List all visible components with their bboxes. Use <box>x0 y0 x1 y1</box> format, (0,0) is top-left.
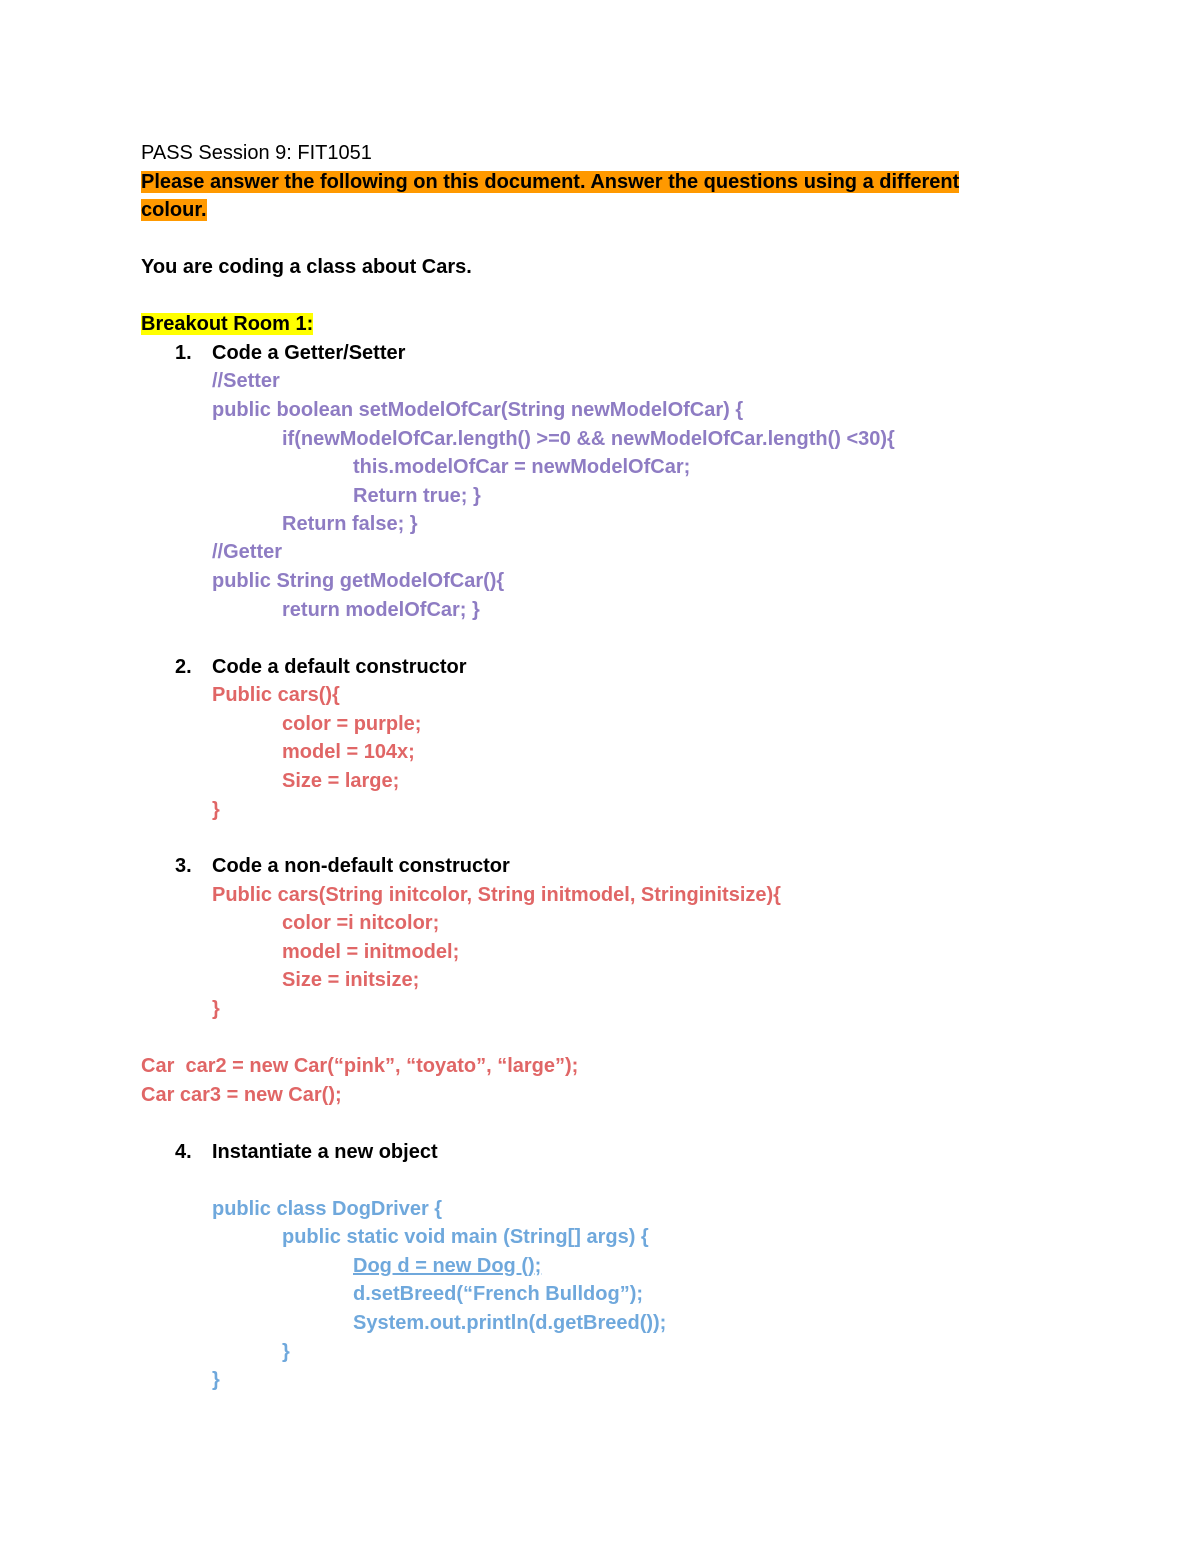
q3-label: Code a non-default constructor <box>212 855 510 877</box>
q3-code-line: } <box>212 998 220 1020</box>
q3-number: 3. <box>175 855 192 877</box>
q2-code-line: Size = large; <box>282 770 400 792</box>
q1-code-line: return modelOfCar; } <box>282 599 480 621</box>
q1-code-line: public String getModelOfCar(){ <box>212 570 505 592</box>
q4-code-line: d.setBreed(“French Bulldog”); <box>353 1283 644 1305</box>
q2-code-line: color = purple; <box>282 713 422 735</box>
q1-code-line: Return false; } <box>282 513 418 535</box>
q1-label: Code a Getter/Setter <box>212 342 406 364</box>
q2-number: 2. <box>175 656 192 678</box>
q4-number: 4. <box>175 1141 192 1163</box>
q3-code-line: model = initmodel; <box>282 941 460 963</box>
q4-code-line: public static void main (String[] args) { <box>282 1226 649 1248</box>
q1-code-line: this.modelOfCar = newModelOfCar; <box>353 456 691 478</box>
extra-code-line: Car car3 = new Car(); <box>141 1084 342 1106</box>
q1-number: 1. <box>175 342 192 364</box>
q2-code-line: Public cars(){ <box>212 684 340 706</box>
instruction-text-2: colour. <box>141 199 207 221</box>
intro-text: You are coding a class about Cars. <box>141 256 472 278</box>
q1-code-line: Return true; } <box>353 485 481 507</box>
instruction-text-1: Please answer the following on this document. Answer the questions using a different <box>141 171 960 193</box>
q1-code-line: if(newModelOfCar.length() >=0 && newModelOfCar.length() <30){ <box>282 428 895 450</box>
q4-code-line: public class DogDriver { <box>212 1198 443 1220</box>
q3-code-line: Size = initsize; <box>282 969 420 991</box>
q2-code-line: model = 104x; <box>282 741 415 763</box>
document-title: PASS Session 9: FIT1051 <box>141 142 372 164</box>
q4-code-line: } <box>282 1341 290 1363</box>
q1-code-line: public boolean setModelOfCar(String newModelOfCar) { <box>212 399 744 421</box>
instruction-line-1 <box>141 168 959 196</box>
q1-code-line: //Setter <box>212 370 280 392</box>
instruction-line-2 <box>141 196 207 224</box>
breakout-heading <box>141 310 313 338</box>
q2-label: Code a default constructor <box>212 656 467 678</box>
q1-code-line: //Getter <box>212 541 283 563</box>
q3-code-line: color =i nitcolor; <box>282 912 440 934</box>
q3-code-line: Public cars(String initcolor, String initmodel, Stringinitsize){ <box>212 884 781 906</box>
q4-label: Instantiate a new object <box>212 1141 438 1163</box>
breakout-heading-text: Breakout Room 1: <box>141 313 314 335</box>
q4-code-line: } <box>212 1369 220 1391</box>
q4-code-line: Dog d = new Dog (); <box>353 1255 542 1277</box>
q2-code-line: } <box>212 799 220 821</box>
extra-code-line: Car car2 = new Car(“pink”, “toyato”, “large”); <box>141 1055 579 1077</box>
q4-code-line: System.out.println(d.getBreed()); <box>353 1312 667 1334</box>
